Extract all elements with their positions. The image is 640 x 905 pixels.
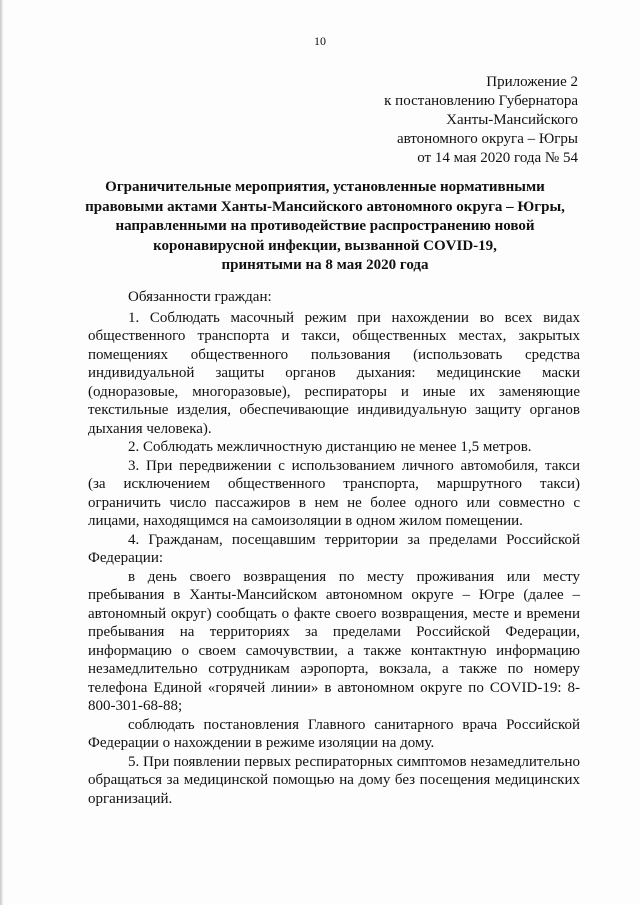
document-title bbox=[80, 178, 570, 276]
title-line-5: принятыми на 8 мая 2020 года bbox=[221, 257, 429, 273]
title-line-1: Ограничительные мероприятия, установленные нормативными bbox=[105, 179, 545, 195]
page-number: 10 bbox=[314, 34, 326, 48]
item-1-paragraph: 1. Соблюдать масочный режим при нахождении во всех видах общественного транспорта и такси, общественных местах, закрытых помещениях общественного пользования (использовать средства индивидуальной защиты органов дыхания: медицинские маски (одноразовые, многоразовые), респираторы и иные их заменяющие текстильные изделия, обеспечивающие индивидуальную защиту органов дыхания человека). bbox=[88, 309, 580, 437]
intro-paragraph: Обязанности граждан: bbox=[128, 289, 272, 305]
appendix-line-2: к постановлению Губернатора bbox=[384, 93, 578, 109]
appendix-line-3: Ханты-Мансийского bbox=[446, 112, 578, 128]
item-5-paragraph: 5. При появлении первых респираторных симптомов незамедлительно обращаться за медицинской помощью на дому без посещения медицинских организаций. bbox=[88, 753, 580, 807]
scan-edge bbox=[0, 0, 3, 905]
title-line-4: коронавирусной инфекции, вызванной COVID-19, bbox=[153, 237, 497, 254]
document-body bbox=[88, 288, 580, 808]
item-2-paragraph: 2. Соблюдать межличностную дистанцию не менее 1,5 метров. bbox=[128, 439, 532, 455]
appendix-line-1: Приложение 2 bbox=[486, 74, 578, 90]
appendix-line-4: автономного округа – Югры bbox=[396, 131, 578, 147]
title-line-2: правовыми актами Ханты-Мансийского автономного округа – Югры, bbox=[85, 198, 565, 215]
appendix-block bbox=[384, 73, 578, 168]
item-4-paragraph: 4. Гражданам, посещавшим территории за пределами Российской Федерации: bbox=[88, 531, 580, 566]
item-3-paragraph: 3. При передвижении с использованием личного автомобиля, такси (за исключением общественного транспорта, маршрутного такси) ограничить число пассажиров в нем не более одного или совместно с лицами, находящимся на самоизоляции в одном жилом помещении. bbox=[88, 457, 580, 529]
item-4a-paragraph: в день своего возвращения по месту проживания или месту пребывания в Ханты-Мансийском автономном округе – Югре (далее – автономный округ) сообщать о факте своего возвращения, месте и времени пребывания на территориях за пределами Российской Федерации, информацию о своем самочувствии, а также контактную информацию незамедлительно сотрудникам аэропорта, вокзала, а также по номеру телефона Единой «горячей линии» в автономном округе по COVID-19: 8-800-301-68-88; bbox=[88, 568, 580, 714]
appendix-line-5: от 14 мая 2020 года № 54 bbox=[417, 150, 578, 166]
item-4b-paragraph: соблюдать постановления Главного санитарного врача Российской Федерации о нахождении в режиме изоляции на дому. bbox=[88, 716, 580, 751]
title-line-3: направленными на противодействие распространению новой bbox=[115, 218, 535, 234]
